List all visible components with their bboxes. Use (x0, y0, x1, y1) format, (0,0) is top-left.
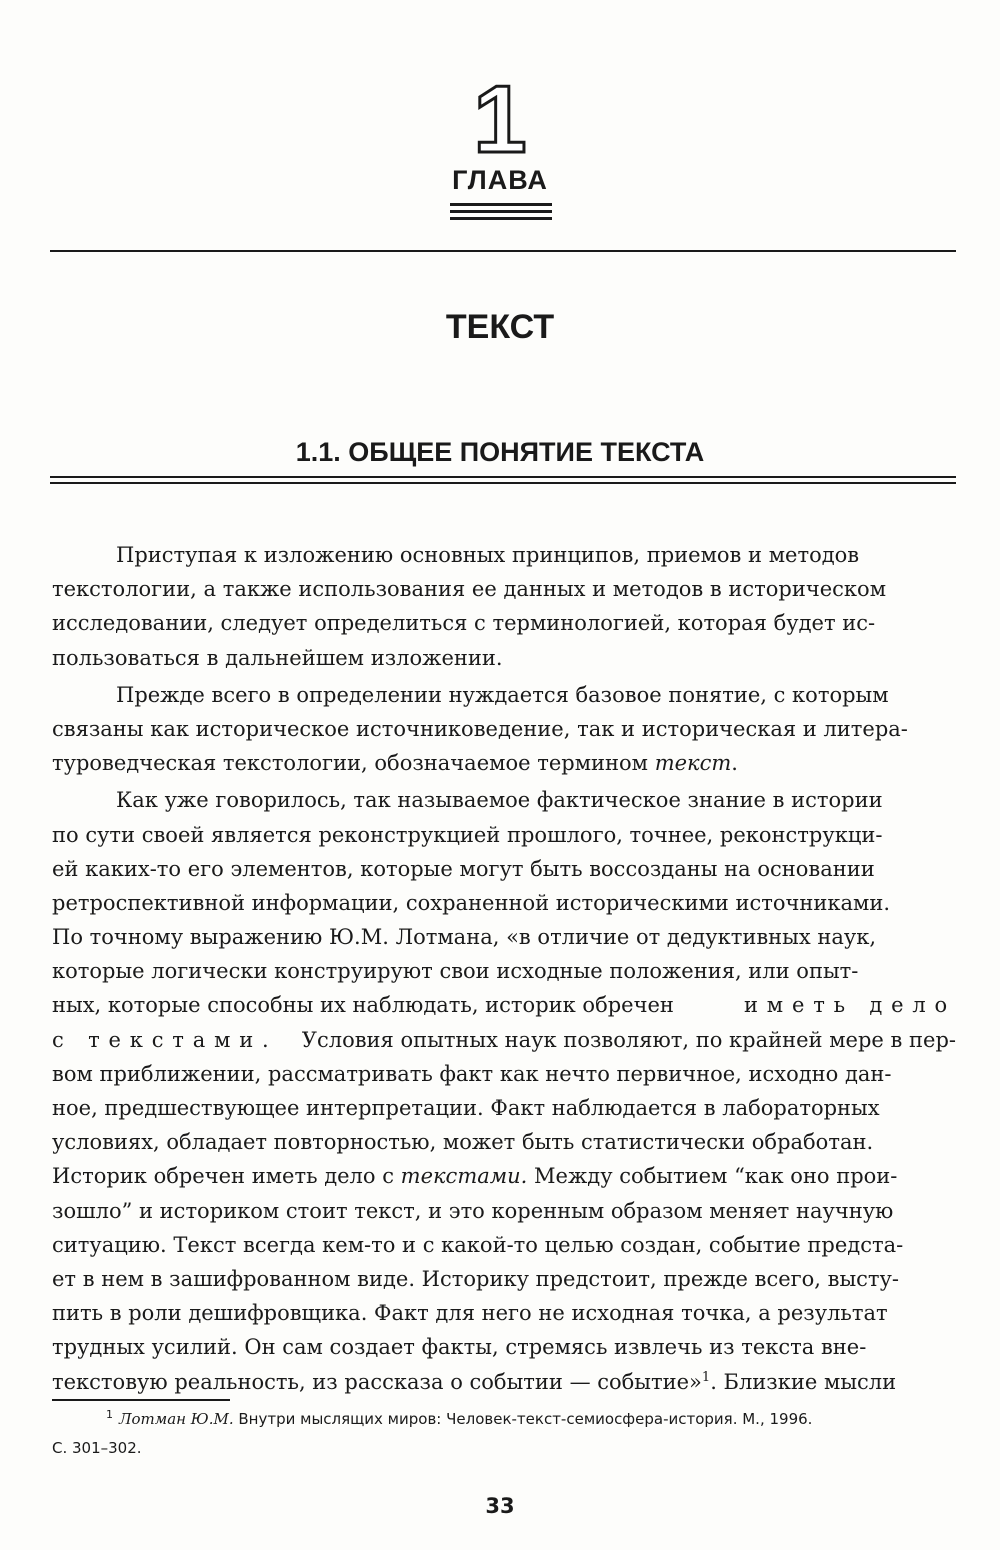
text-line: связаны как историческое источниковедение, так и историческая и литера- (52, 716, 908, 741)
footnote-author: Лотман Ю.М. (119, 1410, 234, 1428)
text-line: ных, которые способны их наблюдать, историк обречен иметь дело (52, 988, 956, 1022)
page-number: 33 (485, 1494, 515, 1518)
footnote-reference[interactable]: 1 (701, 1369, 711, 1385)
text-line: зошло” и историком стоит текст, и это коренным образом меняет научную (52, 1198, 894, 1223)
text-line: текстологии, а также использования ее данных и методов в историческом (52, 577, 887, 602)
footnote-divider (52, 1399, 230, 1401)
chapter-number: 1 (473, 66, 527, 173)
text-line: пить в роли дешифровщика. Факт для него не исходная точка, а результат (52, 1301, 888, 1326)
text-line: ет в нем в зашифрованном виде. Историку предстоит, прежде всего, высту- (52, 1266, 899, 1291)
text-line: ное, предшествующее интерпретации. Факт наблюдается в лабораторных (52, 1096, 880, 1120)
text-line: ситуацию. Текст всегда кем-то и с какой-то целью создан, событие предста- (52, 1232, 904, 1257)
text-line: Как уже говорилось, так называемое фактическое знание в истории (116, 788, 883, 813)
chapter-label: ГЛАВА (452, 165, 548, 195)
text-line: вом приближении, рассматривать факт как нечто первичное, исходно дан- (52, 1061, 892, 1086)
italic-emphasis: текстами. (400, 1164, 528, 1189)
text-line: которые логически конструируют свои исходные положения, или опыт- (52, 959, 859, 984)
term-text: текст (654, 751, 732, 776)
section-divider (50, 476, 956, 484)
text-line: туроведческая текстологии, обозначаемое термином текст. (52, 751, 738, 776)
spaced-emphasis: иметь дело (743, 993, 956, 1018)
footnote-pages: С. 301–302. (52, 1439, 142, 1457)
text-line: условиях, обладает повторностью, может быть статистически обработан. (52, 1130, 874, 1155)
text-line: Историк обречен иметь дело с текстами. Между событием “как оно прои- (52, 1164, 898, 1189)
text-line: ей каких-то его элементов, которые могут быть воссозданы на основании (52, 856, 875, 881)
footnote-text: Внутри мыслящих миров: Человек-текст-семиосфера-история. М., 1996. (238, 1410, 813, 1428)
text-line: исследовании, следует определиться с терминологией, которая будет ис- (52, 611, 876, 636)
text-line: Приступая к изложению основных принципов, приемов и методов (116, 543, 860, 567)
text-line: пользоваться в дальнейшем изложении. (52, 645, 503, 670)
text-line: по сути своей является реконструкцией прошлого, точнее, реконструкци- (52, 822, 883, 847)
chapter-decorative-lines (450, 203, 552, 224)
text-line: текстовую реальность, из рассказа о событии — событие»$^1$. Близкие мысли (52, 1369, 897, 1394)
text-line: с текстами. Условия опытных наук позволяют, по крайней мере в пер- (52, 1023, 956, 1057)
text-line: ретроспективной информации, сохраненной историческими источниками. (52, 890, 891, 915)
footnote-number: 1 (106, 1408, 113, 1421)
section-title: 1.1. ОБЩЕЕ ПОНЯТИЕ ТЕКСТА (295, 437, 705, 467)
footnote (52, 1405, 956, 1463)
chapter-divider (50, 250, 956, 252)
chapter-title: ТЕКСТ (445, 308, 555, 346)
text-line: Прежде всего в определении нуждается базовое понятие, с которым (116, 682, 889, 707)
text-line: По точному выражению Ю.М. Лотмана, «в отличие от дедуктивных наук, (52, 925, 877, 950)
spaced-emphasis: с текстами. (52, 1027, 278, 1052)
body-text (52, 538, 956, 1399)
text-line: трудных усилий. Он сам создает факты, стремясь извлечь из текста вне- (52, 1335, 867, 1360)
